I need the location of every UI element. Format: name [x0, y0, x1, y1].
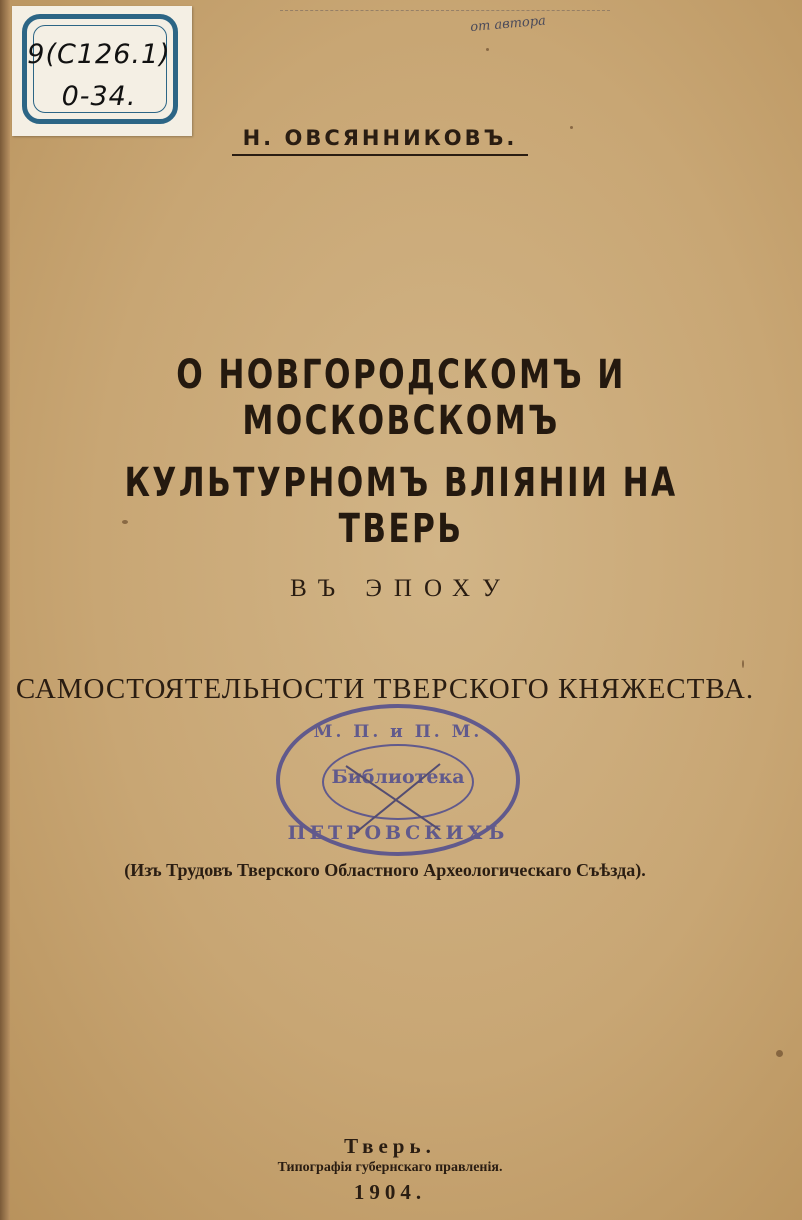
- handwritten-note: от автора: [469, 13, 547, 36]
- stamp-middle-text: Библиотека: [331, 766, 465, 788]
- paper-speck: [742, 660, 744, 668]
- paper-speck: [776, 1050, 783, 1057]
- title-line-4: САМОСТОЯТЕЛЬНОСТИ ТВЕРСКОГО КНЯЖЕСТВА.: [15, 673, 755, 705]
- library-label: [12, 6, 192, 136]
- stamp-top-text: М. П. и П. М.: [313, 722, 483, 742]
- shelf-mark-line-1: 9(С126.1): [27, 39, 171, 70]
- page-edge: [0, 0, 10, 1220]
- library-label-frame: [22, 14, 178, 124]
- imprint-city: Тверь.: [344, 1134, 436, 1158]
- imprint-year: 1904.: [353, 1180, 427, 1204]
- paper-speck: [486, 48, 489, 51]
- title-line-1: О НОВГОРОДСКОМЪ И МОСКОВСКОМЪ: [176, 352, 626, 444]
- author-name: Н. ОВСЯННИКОВЪ.: [232, 126, 528, 156]
- source-note: (Изъ Трудовъ Тверского Областного Археологическаго Съѣзда).: [124, 860, 646, 880]
- title-line-2: КУЛЬТУРНОМЪ ВЛІЯНІИ НА ТВЕРЬ: [124, 460, 678, 552]
- stamp-cross-mark: [340, 756, 450, 836]
- title-line-3: ВЪ ЭПОХУ: [290, 575, 512, 602]
- top-ink-mark: [280, 0, 610, 11]
- paper-speck: [570, 126, 573, 129]
- shelf-mark-line-2: 0-34.: [61, 81, 137, 112]
- imprint-press: Типографія губернскаго правленія.: [277, 1160, 503, 1175]
- library-stamp: [276, 704, 520, 856]
- stamp-bottom-text: ПЕТРОВСКИХЪ: [287, 822, 509, 844]
